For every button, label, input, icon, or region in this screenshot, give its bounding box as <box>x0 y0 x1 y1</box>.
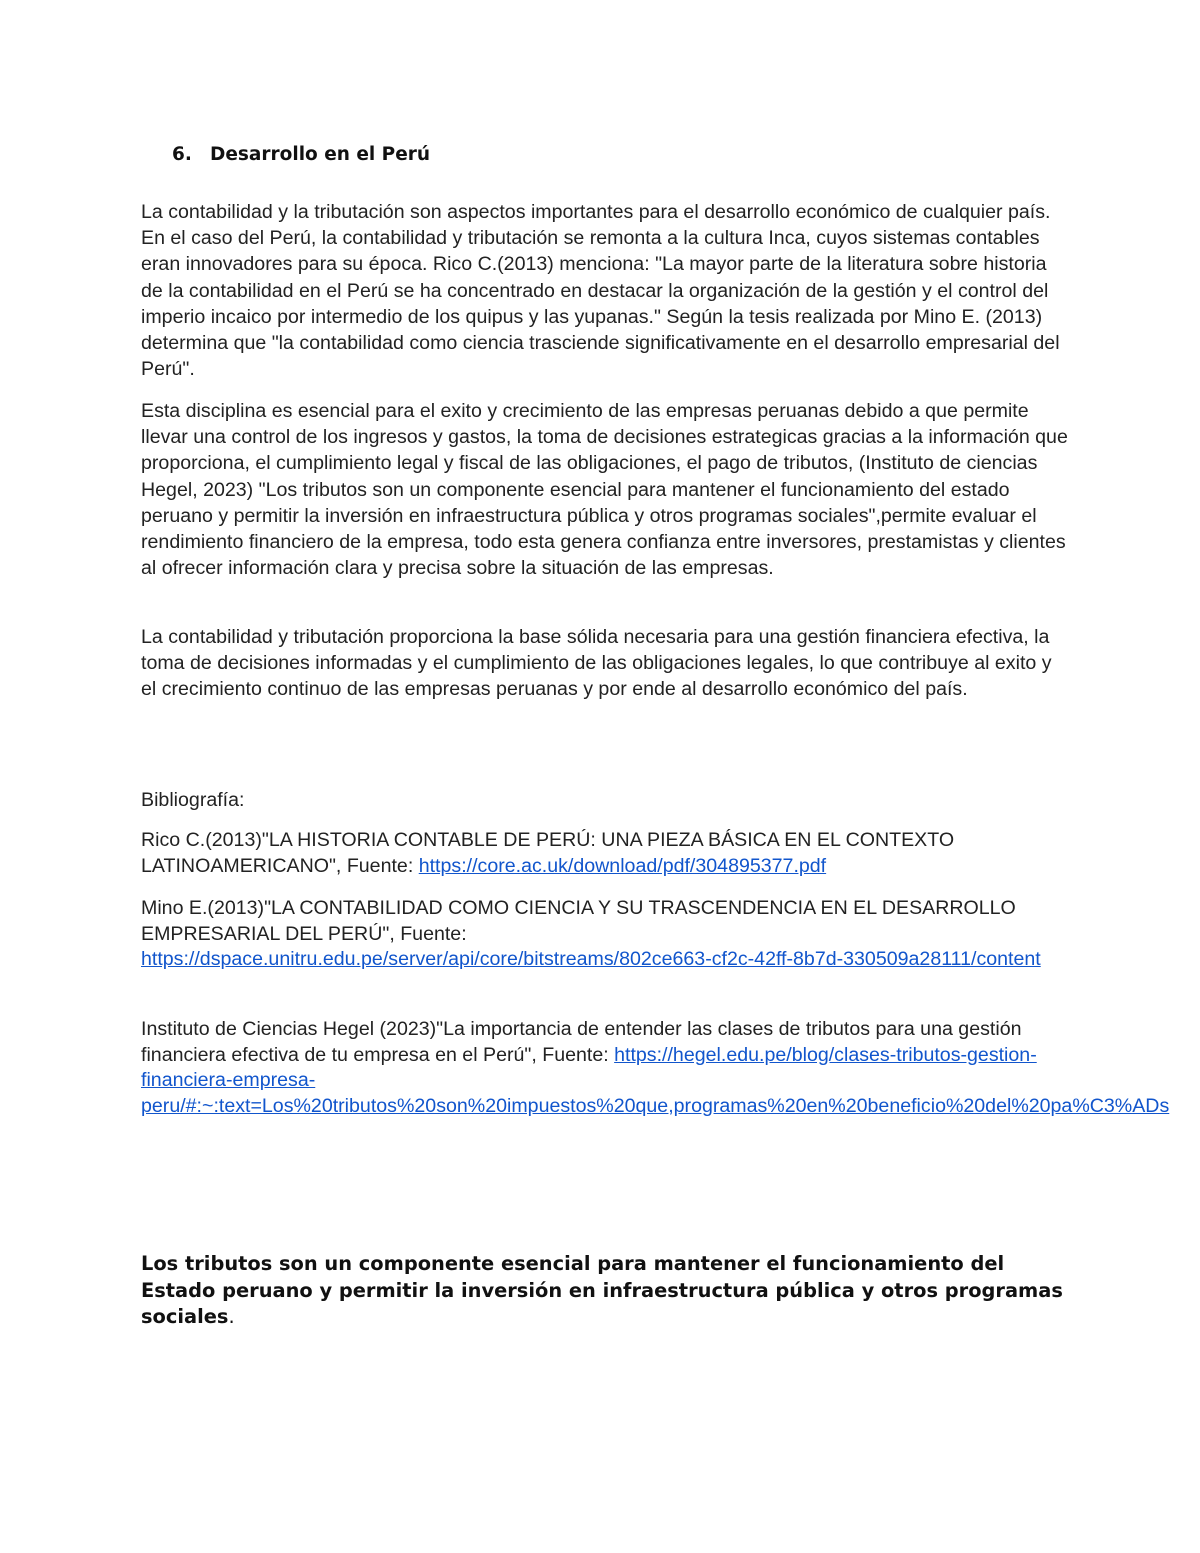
section-number: 6. <box>172 144 192 165</box>
bibliography-entry <box>141 1017 1170 1119</box>
bibliography-title: Bibliografía: <box>141 789 245 811</box>
bibliography-entry <box>141 828 1071 879</box>
paragraph-history: La contabilidad y la tributación son aspectos importantes para el desarrollo económico de cualquier país. En el caso del Perú, la contabilidad y tributación se remonta a la cultura Inca, cuyos sistemas contables eran innovadores para su época. Rico C.(2013) menciona: "La mayor parte de la literatura sobre historia de la contabilidad en el Perú se ha concentrado en destacar la organización de la gestión y el control del imperio incaico por intermedio de los quipus y las yupanas." Según la tesis realizada por Mino E. (2013) determina que "la contabilidad como ciencia trasciende significativamente en el desarrollo empresarial del Perú". <box>141 201 1060 381</box>
closing-quote-period: . <box>228 1305 235 1328</box>
reference-text: Mino E.(2013)"LA CONTABILIDAD COMO CIENCIA Y SU TRASCENDENCIA EN EL DESARROLLO EMPRESARIAL DEL PERÚ", Fuente: <box>141 897 1016 945</box>
section-heading <box>172 143 430 167</box>
reference-link[interactable]: https://core.ac.uk/download/pdf/304895377.pdf <box>418 854 827 877</box>
reference-link[interactable]: https://dspace.unitru.edu.pe/server/api/core/bitstreams/802ce663-cf2c-42ff-8b7d-330509a28111/content <box>141 948 1041 970</box>
paragraph-conclusion: La contabilidad y tributación proporciona la base sólida necesaria para una gestión financiera efectiva, la toma de decisiones informadas y el cumplimiento de las obligaciones legales, lo que contribuye al exito y el crecimiento continuo de las empresas peruanas y por ende al desarrollo económico del país. <box>141 626 1052 701</box>
reference-text: Instituto de Ciencias Hegel (2023)"La importancia de entender las clases de tributos para una gestión financiera efectiva de tu empresa en el Perú", Fuente: <box>141 1018 1022 1066</box>
section-title: Desarrollo en el Perú <box>210 144 431 165</box>
reference-link[interactable]: https://hegel.edu.pe/blog/clases-tributos-gestion-financiera-empresa-peru/#:~:text=Los%20tributos%20son%20impuestos%20que,programas%20en%20beneficio%20del%20pa%C3%ADs <box>141 1043 1170 1117</box>
paragraph-importance: Esta disciplina es esencial para el exito y crecimiento de las empresas peruanas debido a que permite llevar una control de los ingresos y gastos, la toma de decisiones estrategicas gracias a la información que proporciona, el cumplimiento legal y fiscal de las obligaciones, el pago de tributos, (Instituto de ciencias Hegel, 2023) "Los tributos son un componente esencial para mantener el funcionamiento del estado peruano y permitir la inversión en infraestructura pública y otros programas sociales",permite evaluar el rendimiento financiero de la empresa, todo esta genera confianza entre inversores, prestamistas y clientes al ofrecer información clara y precisa sobre la situación de las empresas. <box>141 400 1068 580</box>
bibliography-entry <box>141 896 1071 973</box>
reference-text: Rico C.(2013)"LA HISTORIA CONTABLE DE PERÚ: UNA PIEZA BÁSICA EN EL CONTEXTO LATINOAMERICANO", Fuente: <box>141 829 955 877</box>
closing-quote-text: Los tributos son un componente esencial para mantener el funcionamiento del Estado peruano y permitir la inversión en infraestructura pública y otros programas sociales <box>141 1252 1063 1328</box>
closing-quote <box>141 1251 1081 1331</box>
